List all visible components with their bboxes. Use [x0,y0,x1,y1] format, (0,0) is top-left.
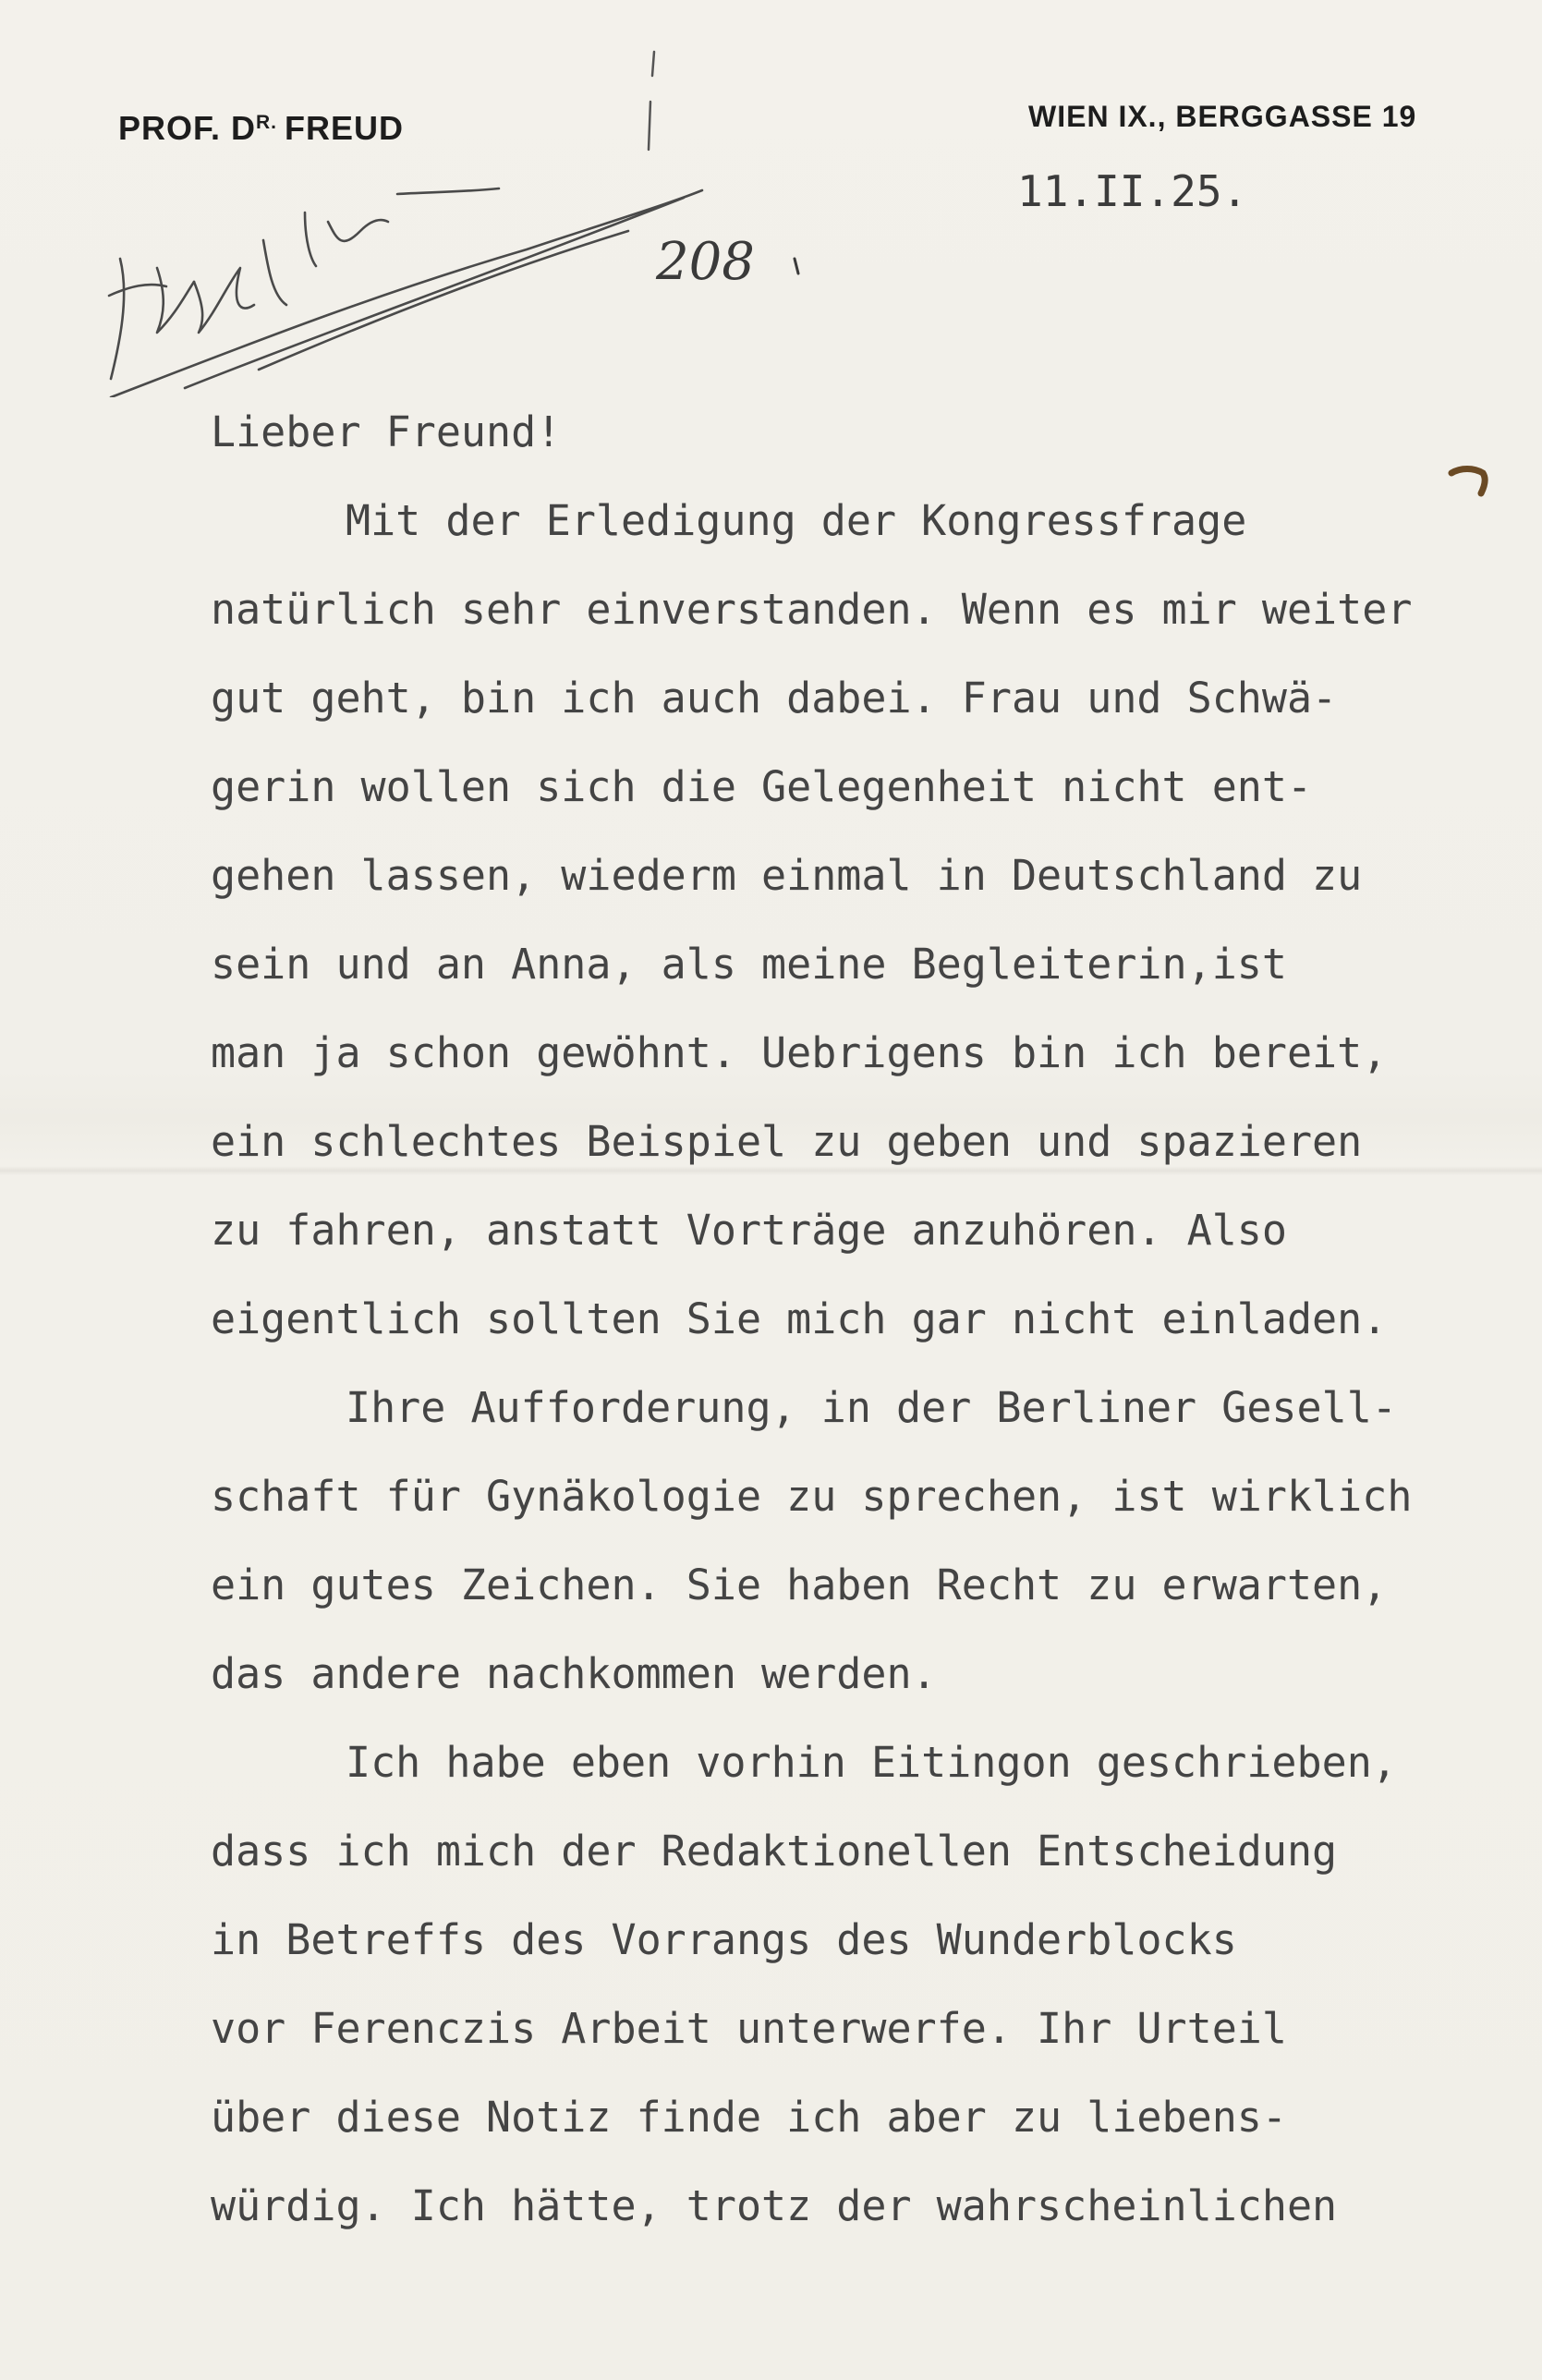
letter-line: gerin wollen sich die Gelegenheit nicht ent- [211,762,1313,811]
letter-line: gut geht, bin ich auch dabei. Frau und Schwä- [211,674,1338,722]
letter-date: 11.II.25. [1017,166,1248,216]
svg-text:208: 208 [656,232,755,292]
letter-line: natürlich sehr einverstanden. Wenn es mir weiter [211,585,1413,634]
letter-line: vor Ferenczis Arbeit unterwerfe. Ihr Urteil [211,2004,1287,2053]
pencil-number-annotation [647,222,813,305]
letter-line: würdig. Ich hätte, trotz der wahrscheinlichen [211,2181,1338,2230]
letter-line: ein gutes Zeichen. Sie haben Recht zu erwarten, [211,1560,1388,1609]
letter-line: eigentlich sollten Sie mich gar nicht einladen. [211,1294,1388,1343]
letter-body [211,388,1523,2251]
letter-line: Lieber Freund! [211,407,562,456]
letterhead-name: PROF. $D^{R.}$ FREUD [118,109,405,147]
letter-line: sein und an Anna, als meine Begleiterin,ist [211,940,1287,989]
letter-line: man ja schon gewöhnt. Uebrigens bin ich bereit, [211,1028,1388,1077]
letter-line: dass ich mich der Redaktionellen Entscheidung [211,1827,1338,1876]
pencil-tick-mark [637,48,665,159]
letter-line: gehen lassen, wiederm einmal in Deutschland zu [211,851,1363,900]
letter-line: zu fahren, anstatt Vorträge anzuhören. Also [211,1206,1287,1255]
letter-line: ein schlechtes Beispiel zu geben und spazieren [211,1117,1363,1166]
letter-line: schaft für Gynäkologie zu sprechen, ist wirklich [211,1472,1413,1521]
letter-line: Ihre Aufforderung, in der Berliner Gesell- [346,1383,1397,1432]
letter-line: in Betreffs des Vorrangs des Wunderblocks [211,1915,1237,1964]
letterhead-address: WIEN IX., BERGGASSE 19 [1028,100,1417,133]
letter-line: Mit der Erledigung der Kongressfrage [346,496,1247,545]
letter-line: das andere nachkommen werden. [211,1649,937,1698]
letter-line: Ich habe eben vorhin Eitingon geschrieben, [346,1738,1397,1787]
letter-line: über diese Notiz finde ich aber zu liebens- [211,2093,1287,2142]
